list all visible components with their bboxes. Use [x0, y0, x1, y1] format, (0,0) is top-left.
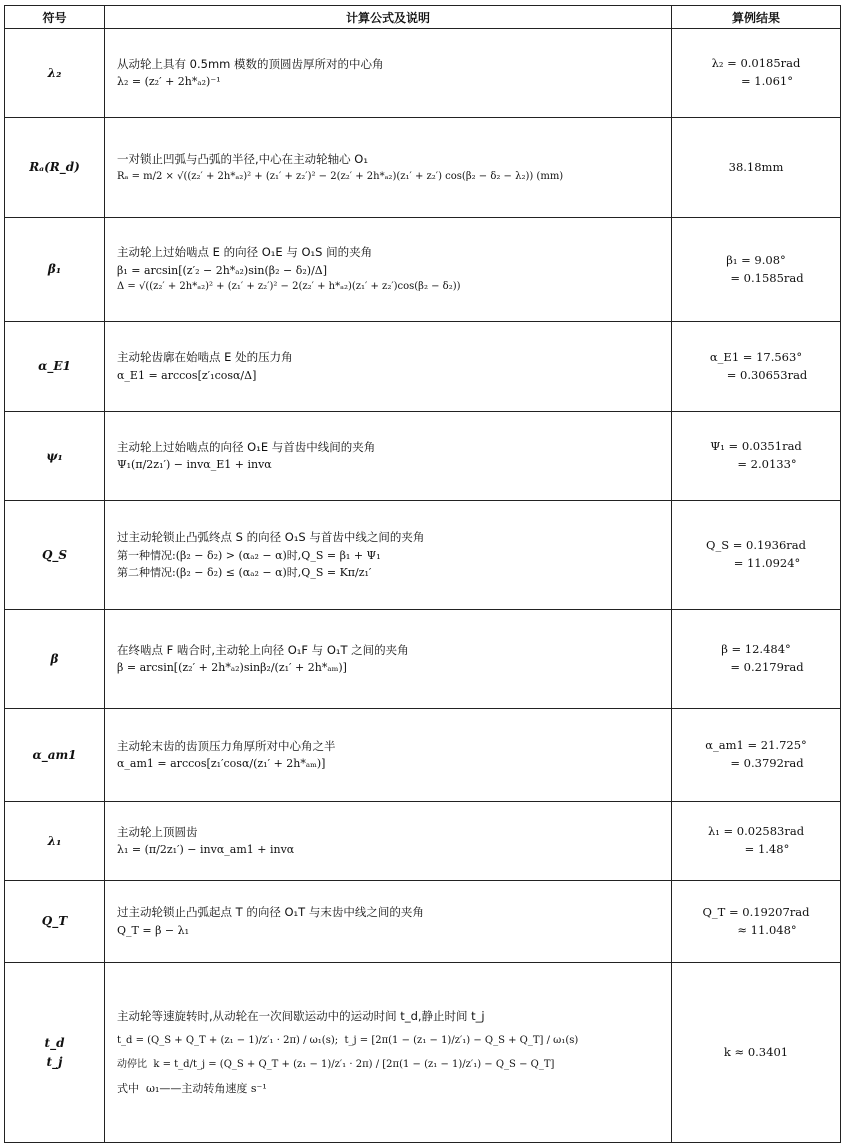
result-line: = 0.2179rad	[730, 660, 804, 674]
result-line: Ψ₁ = 0.0351rad	[710, 439, 802, 454]
result-line: k ≈ 0.3401	[723, 1044, 789, 1059]
description-text: 主动轮等速旋转时,从动轮在一次间歇运动中的运动时间 t_d,静止时间 t_j	[117, 1008, 485, 1023]
row-result	[672, 881, 841, 963]
formula-line: 动停比 k = t_d/t_j = (Q_S + Q_T + (z₁ − 1)/z′₁ · 2π) / [2π(1 − (z₁ − 1)/z′₁) − Q_S − Q_T]	[117, 1059, 555, 1071]
result-line: λ₁ = 0.02583rad	[707, 824, 805, 839]
result-line: = 1.48°	[744, 842, 790, 856]
row-symbol	[5, 118, 105, 218]
table-row	[5, 218, 841, 322]
header-result: 算例结果	[672, 6, 841, 29]
formula-table	[4, 5, 841, 1143]
formula-line: t_d = (Q_S + Q_T + (z₁ − 1)/z′₁ · 2π) / ω₁(s); t_j = [2π(1 − (z₁ − 1)/z′₁) − Q_S + Q_T] / ω₁(s)	[117, 1035, 579, 1047]
row-result	[672, 963, 841, 1143]
symbol-text: Rₐ(R_d)	[29, 160, 80, 175]
description-text: 在终啮点 F 啮合时,主动轮上向径 O₁F 与 O₁T 之间的夹角	[117, 642, 409, 657]
table-row	[5, 963, 841, 1143]
result-line: β = 12.484°	[721, 642, 791, 657]
formula-line: α_E1 = arccos[z′₁cosα/Δ]	[117, 368, 257, 382]
table-row	[5, 881, 841, 963]
result-line: = 1.061°	[741, 74, 793, 88]
table-row	[5, 322, 841, 412]
result-line: = 0.1585rad	[730, 270, 804, 285]
row-symbol	[5, 610, 105, 709]
row-symbol	[5, 802, 105, 881]
result-line: α_am1 = 21.725°	[705, 738, 807, 753]
table-row	[5, 610, 841, 709]
result-line: Q_T = 0.19207rad	[702, 904, 810, 919]
row-result	[672, 322, 841, 412]
symbol-text: α_E1	[38, 359, 71, 374]
row-description	[105, 610, 672, 709]
result-line: = 0.3792rad	[730, 756, 804, 770]
formula-line: 第一种情况:(β₂ − δ₂) > (αₐ₂ − α)时,Q_S = β₁ + Ψ₁	[117, 548, 381, 562]
row-description	[105, 709, 672, 802]
symbol-text: Q_S	[41, 547, 68, 562]
row-description	[105, 218, 672, 322]
row-description	[105, 322, 672, 412]
description-text: 从动轮上具有 0.5mm 模数的顶圆齿厚所对的中心角	[117, 56, 384, 71]
row-description	[105, 29, 672, 118]
row-symbol	[5, 501, 105, 610]
formula-line: β = arcsin[(z₂′ + 2h*ₐ₂)sinβ₂/(z₁′ + 2h*ₐₘ)]	[117, 661, 347, 675]
row-symbol	[5, 322, 105, 412]
description-text: 主动轮上顶圆齿	[117, 824, 198, 839]
formula-line: λ₁ = (π/2z₁′) − invα_am1 + invα	[117, 843, 295, 857]
row-symbol	[5, 709, 105, 802]
symbol-text: β₁	[47, 262, 62, 277]
symbol-text: t_d	[44, 1035, 65, 1050]
row-result	[672, 118, 841, 218]
formula-line: 式中 ω₁——主动转角速度 s⁻¹	[117, 1082, 267, 1096]
symbol-text: α_am1	[32, 747, 77, 762]
header-symbol: 符号	[5, 6, 105, 29]
row-result	[672, 29, 841, 118]
result-line: β₁ = 9.08°	[726, 252, 786, 267]
row-description	[105, 501, 672, 610]
table-row	[5, 501, 841, 610]
result-line: ≈ 11.048°	[737, 922, 797, 937]
description-text: 主动轮齿廓在始啮点 E 处的压力角	[117, 350, 293, 365]
formula-line: Δ = √((z₂′ + 2h*ₐ₂)² + (z₁′ + z₂′)² − 2(z₂′ + h*ₐ₂)(z₁′ + z₂′)cos(β₂ − δ₂))	[117, 281, 461, 293]
symbol-text: Q_T	[41, 914, 68, 929]
description-text: 过主动轮锁止凸弧起点 T 的向径 O₁T 与末齿中线之间的夹角	[117, 905, 424, 920]
row-symbol	[5, 412, 105, 501]
table-row	[5, 802, 841, 881]
row-result	[672, 412, 841, 501]
formula-line: λ₂ = (z₂′ + 2h*ₐ₂)⁻¹	[117, 75, 221, 89]
description-text: 一对锁止凹弧与凸弧的半径,中心在主动轮轴心 O₁	[117, 151, 368, 166]
formula-line: Ψ₁(π/2z₁′) − invα_E1 + invα	[117, 458, 272, 472]
result-line: Q_S = 0.1936rad	[706, 538, 806, 553]
result-line: = 2.0133°	[737, 457, 797, 471]
formula-line: β₁ = arcsin[(z′₂ − 2h*ₐ₂)sin(β₂ − δ₂)/Δ]	[117, 264, 328, 278]
row-result	[672, 501, 841, 610]
result-line: α_E1 = 17.563°	[709, 349, 803, 364]
header-formula: 计算公式及说明	[105, 6, 672, 29]
row-description	[105, 412, 672, 501]
symbol-text: λ₂	[47, 65, 62, 80]
result-line: 38.18mm	[728, 159, 784, 174]
symbol-text: ψ₁	[46, 448, 63, 463]
description-text: 主动轮末齿的齿顶压力角厚所对中心角之半	[117, 738, 336, 753]
row-description	[105, 881, 672, 963]
row-description	[105, 963, 672, 1143]
row-result	[672, 610, 841, 709]
result-line: λ₂ = 0.0185rad	[711, 56, 801, 71]
table-header-row	[5, 6, 841, 29]
row-symbol	[5, 963, 105, 1143]
symbol-text: t_j	[46, 1054, 63, 1069]
row-description	[105, 118, 672, 218]
formula-line: Q_T = β − λ₁	[117, 923, 190, 937]
symbol-text: β	[50, 651, 59, 666]
formula-line: 第二种情况:(β₂ − δ₂) ≤ (αₐ₂ − α)时,Q_S = Kπ/z₁′	[117, 565, 372, 579]
description-text: 过主动轮锁止凸弧终点 S 的向径 O₁S 与首齿中线之间的夹角	[117, 530, 425, 545]
result-line: = 0.30653rad	[726, 367, 808, 382]
description-text: 主动轮上过始啮点 E 的向径 O₁E 与 O₁S 间的夹角	[117, 245, 373, 260]
description-text: 主动轮上过始啮点的向径 O₁E 与首齿中线间的夹角	[117, 439, 376, 454]
row-description	[105, 802, 672, 881]
table-row	[5, 709, 841, 802]
result-line: = 11.0924°	[733, 556, 801, 570]
table-row	[5, 412, 841, 501]
row-result	[672, 709, 841, 802]
table-row	[5, 118, 841, 218]
symbol-text: λ₁	[47, 833, 62, 848]
row-symbol	[5, 881, 105, 963]
row-symbol	[5, 218, 105, 322]
row-result	[672, 218, 841, 322]
row-symbol	[5, 29, 105, 118]
table-row	[5, 29, 841, 118]
formula-line: α_am1 = arccos[z₁′cosα/(z₁′ + 2h*ₐₘ)]	[117, 757, 326, 771]
row-result	[672, 802, 841, 881]
formula-line: Rₐ = m/2 × √((z₂′ + 2h*ₐ₂)² + (z₁′ + z₂′)² − 2(z₂′ + 2h*ₐ₂)(z₁′ + z₂′) cos(β₂ − δ₂ − λ₂)) (mm)	[117, 170, 564, 182]
